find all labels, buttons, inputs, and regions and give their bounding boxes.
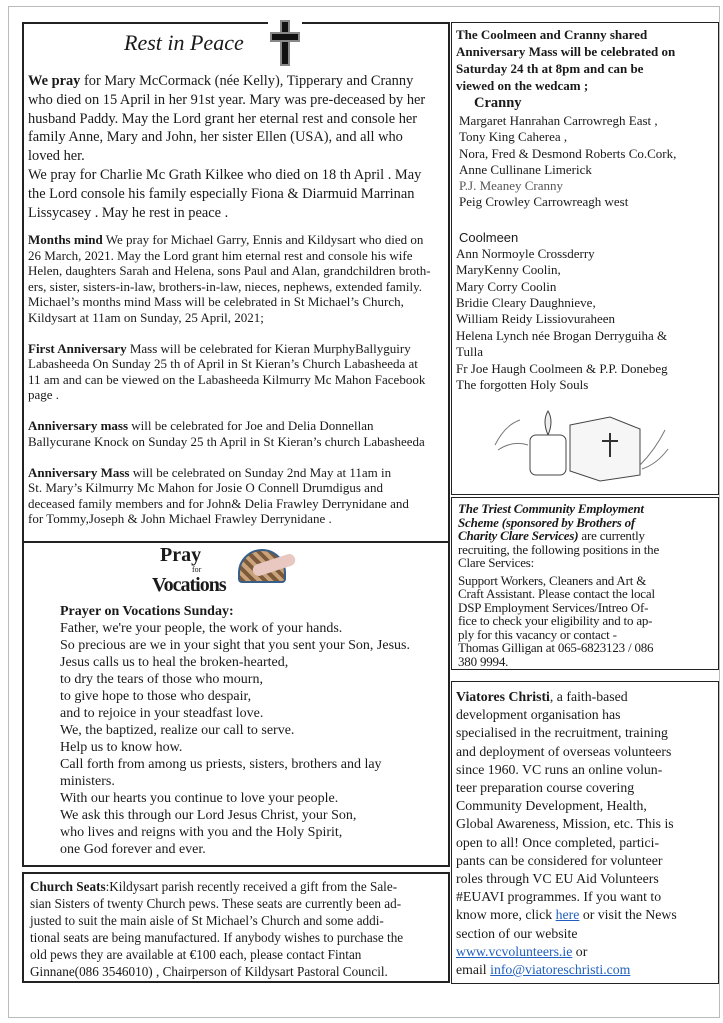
text-line: who died on 15 April in her 91st year. Mary was pre-deceased by her <box>28 91 426 108</box>
text-line: Months mind We pray for Michael Garry, Ennis and Kildysart who died on <box>28 232 424 247</box>
text-line: husband Paddy. May the Lord grant her eternal rest and console her <box>28 110 418 127</box>
text-line: fice to check your eligibility and to ap- <box>458 613 653 628</box>
text-line: Support Workers, Cleaners and Art & <box>458 572 647 588</box>
text-line: and to rejoice in your steadfast love. <box>60 706 264 721</box>
text-line: to give hope to those who despair, <box>60 689 252 704</box>
or-text: or <box>572 943 588 959</box>
text-line: open to all! Once completed, partici- <box>456 834 660 850</box>
text-line: DSP Employment Services/Intreo Of- <box>458 599 649 615</box>
text-line: Anne Cullinane Limerick <box>459 161 592 177</box>
text-line: recruiting, the following positions in the <box>458 541 660 557</box>
pray-for-vocations-logo <box>152 545 312 599</box>
viatores-text <box>456 688 677 979</box>
viatores-description <box>456 688 677 906</box>
text-line: Margaret Hanrahan Carrowregh East , <box>459 113 658 128</box>
text-line: Ann Normoyle Crossderry <box>456 245 595 261</box>
text-line: William Reidy Lissiovuraheen <box>456 311 616 327</box>
text-line: viewed on the wedcam ; <box>456 78 589 93</box>
text-line: 380 9994. <box>458 653 509 669</box>
text-line: tional seats are being manufactured. If anybody wishes to purchase the <box>30 930 404 945</box>
vocations-prayer <box>60 603 410 858</box>
text-line: The Coolmeen and Cranny shared <box>456 27 648 42</box>
website-section-text: section of our website <box>456 925 578 941</box>
logo-for: for <box>192 565 202 574</box>
text-line: We, the baptized, realize our call to serve. <box>60 723 295 738</box>
prayer-heading: Prayer on Vocations Sunday: <box>60 604 234 619</box>
triest-heading-line-2: Scheme (sponsored by Brothers of <box>458 514 636 530</box>
visit-text: or visit the News <box>579 907 677 923</box>
know-more-text: know more, click <box>456 907 556 923</box>
text-line: sian Sisters of twenty Church pews. These seats are currently been ad- <box>30 896 402 911</box>
triest-lead-tail: are currently <box>578 528 645 543</box>
text-line: loved her. <box>28 148 85 165</box>
rest-in-peace-title: Rest in Peace <box>124 30 244 55</box>
shared-mass-intro <box>456 26 676 94</box>
text-line: justed to suit the main aisle of St Michael’s Church and some addi- <box>30 913 384 928</box>
website-line <box>456 943 677 961</box>
text-line: Tony King Caherea , <box>459 129 568 145</box>
text-line: specialised in the recruitment, training <box>456 725 668 741</box>
anniversary-notice-frawley <box>28 465 431 527</box>
text-line: ers, sister, sisters-in-law, brothers-in-law, nieces, nephews, extended family. <box>28 278 423 294</box>
text-line: Michael’s months mind Mass will be celebrated in St Michael’s Church, <box>28 294 404 309</box>
text-line: old pews they are available at €100 each, please contact Fintan <box>30 947 362 962</box>
text-line: Jesus calls us to heal the broken-hearted, <box>60 655 289 670</box>
email-line <box>456 961 677 979</box>
cranny-heading: Cranny <box>474 95 522 111</box>
text-line: to dry the tears of those who mourn, <box>60 672 263 687</box>
triest-employment-section <box>451 497 719 670</box>
lead-text: First Anniversary <box>28 340 127 356</box>
logo-pray: Pray <box>160 544 202 566</box>
text-line: Community Development, Health, <box>456 798 647 814</box>
triest-text <box>458 502 659 668</box>
triest-intro <box>458 543 659 570</box>
rest-in-peace-section <box>22 22 450 543</box>
text-line: Nora, Fred & Desmond Roberts Co.Cork, <box>459 145 677 161</box>
text-line: P.J. Meaney Cranny <box>459 178 563 194</box>
text-line: Ginnane(086 3546010) , Chairperson of Kildysart Pastoral Council. <box>30 964 388 979</box>
vocations-section <box>22 542 450 867</box>
triest-heading-line-3 <box>458 529 659 543</box>
cross-icon <box>268 20 302 66</box>
candle-and-bible-illustration <box>490 405 670 485</box>
text-line: and deployment of overseas volunteers <box>456 743 672 759</box>
know-more-line <box>456 906 677 924</box>
notices-block <box>28 232 431 527</box>
website-link[interactable]: www.vcvolunteers.ie <box>456 943 573 959</box>
text-line: Tulla <box>456 344 483 360</box>
text-line: 11 am and can be viewed on the Labasheeda Kilmurry Mc Mahon Facebook <box>28 371 426 387</box>
text-line: Bridie Cleary Daughnieve, <box>456 295 596 310</box>
prayer-lines <box>60 620 410 858</box>
text-line: We pray for Mary McCormack (née Kelly), Tipperary and Cranny <box>28 73 414 89</box>
anniversary-notice-donnellan <box>28 418 431 449</box>
triest-heading-end: Charity Clare Services) <box>458 528 579 543</box>
text-line: Church Seats:Kildysart parish recently received a gift from the Sale- <box>30 879 398 894</box>
text-line: Ballycurane Knock on Sunday 25 th April in St Kieran’s church Labasheeda <box>28 433 425 449</box>
months-mind-notice <box>28 232 431 325</box>
text-line: We ask this through our Lord Jesus Christ, your Son, <box>60 808 357 823</box>
cranny-list <box>456 113 676 211</box>
text-line: Helena Lynch née Brogan Derryguiha & <box>456 327 668 343</box>
text-line: one God forever and ever. <box>60 842 206 857</box>
text-line: since 1960. VC runs an online volun- <box>456 761 663 777</box>
first-anniversary-notice <box>28 341 431 403</box>
church-seats-notice <box>30 878 403 980</box>
text-line: So precious are we in your sight that you sent your Son, Jesus. <box>60 638 410 653</box>
mccormack-notice <box>28 72 425 222</box>
text-line: Labasheeda On Sunday 25 th of April in St Kieran’s Church Labasheeda at <box>28 356 418 371</box>
text-line: development organisation has <box>456 707 621 723</box>
text-line: Call forth from among us priests, sisters, brothers and lay <box>60 757 382 772</box>
text-line: We pray for Charlie Mc Grath Kilkee who died on 18 th April . May <box>28 166 422 183</box>
text-line: #EUAVI programmes. If you want to <box>456 889 662 905</box>
text-line: deceased family members and for John& Delia Frawley Derrynidane and <box>28 495 409 511</box>
triest-heading-line-1: The Triest Community Employment <box>458 501 644 516</box>
text-line: ministers. <box>60 774 115 789</box>
lead-text: We pray <box>28 73 81 89</box>
text-line: Saturday 24 th at 8pm and can be <box>456 61 644 76</box>
text-line: family Anne, Mary and John, her sister Ellen (USA), and all who <box>28 129 403 146</box>
text-line: Helen, daughters Sarah and Helena, sons Paul and Alan, grandchildren broth- <box>28 263 431 278</box>
text-line: Global Awareness, Mission, etc. This is <box>456 816 674 832</box>
text-line: ply for this vacancy or contact - <box>458 626 617 642</box>
text-line: St. Mary’s Kilmurry Mc Mahon for Josie O Connell Drumdigus and <box>28 480 383 495</box>
here-link[interactable]: here <box>555 907 580 923</box>
text-line: Thomas Gilligan at 065-6823123 / 086 <box>458 640 654 655</box>
text-line: teer preparation course covering <box>456 780 635 796</box>
text-line: pants can be considered for volunteer <box>456 852 663 868</box>
text-line: Craft Assistant. Please contact the local <box>458 586 655 601</box>
triest-positions <box>458 574 659 669</box>
text-line: roles through VC EU Aid Volunteers <box>456 871 659 887</box>
text-line: MaryKenny Coolin, <box>456 262 561 278</box>
text-line: The forgotten Holy Souls <box>456 377 589 393</box>
text-line: Fr Joe Haugh Coolmeen & P.P. Donebeg <box>456 360 668 376</box>
lead-text: Church Seats <box>30 879 106 894</box>
text-line: who lives and reigns with you and the Holy Spirit, <box>60 825 343 840</box>
text-line: for Tommy,Joseph & John Michael Frawley Derrynidane . <box>28 511 332 526</box>
text-line: page . <box>28 387 60 402</box>
text-line: 26 March, 2021. May the Lord grant him eternal rest and console his wife <box>28 247 413 263</box>
email-label: email <box>456 962 491 978</box>
text-line: Anniversary Mass will be celebrated on Sunday 2nd May at 11am in <box>28 464 392 480</box>
lead-text: Anniversary Mass <box>28 464 130 480</box>
text-line: Clare Services: <box>458 555 535 570</box>
coolmeen-list <box>456 246 676 394</box>
shared-anniversary-section <box>451 22 719 495</box>
text-line: Mary Corry Coolin <box>456 278 557 294</box>
lead-text: Anniversary mass <box>28 418 129 433</box>
text-line: First Anniversary Mass will be celebrated for Kieran MurphyBallyguiry <box>28 340 411 356</box>
text-line: Help us to know how. <box>60 740 183 755</box>
lead-text: Viatores Christi <box>456 689 550 704</box>
shared-mass-text <box>456 26 676 393</box>
text-line: Kildysart at 11am on Sunday, 25 April, 2021; <box>28 309 264 325</box>
coolmeen-heading: Coolmeen <box>459 229 519 245</box>
text-line: Lissycasey . May he rest in peace . <box>28 204 229 221</box>
lead-text: Months mind <box>28 232 103 247</box>
email-link[interactable]: info@viatoreschristi.com <box>490 962 631 978</box>
text-line: Peig Crowley Carrowreagh west <box>459 194 629 210</box>
viatores-christi-section <box>451 681 719 984</box>
text-line: With our hearts you continue to love your people. <box>60 791 339 806</box>
church-seats-section <box>22 872 450 983</box>
logo-vocations: Vocations <box>152 574 226 596</box>
text-line: Anniversary mass will be celebrated for Joe and Delia Donnellan <box>28 418 374 433</box>
text-line: the Lord console his family especially Fiona & Diarmuid Marrinan <box>28 185 415 202</box>
text-line: Father, we're your people, the work of your hands. <box>60 621 343 636</box>
text-line: Viatores Christi, a faith-based <box>456 689 628 704</box>
text-line: Anniversary Mass will be celebrated on <box>456 44 676 59</box>
